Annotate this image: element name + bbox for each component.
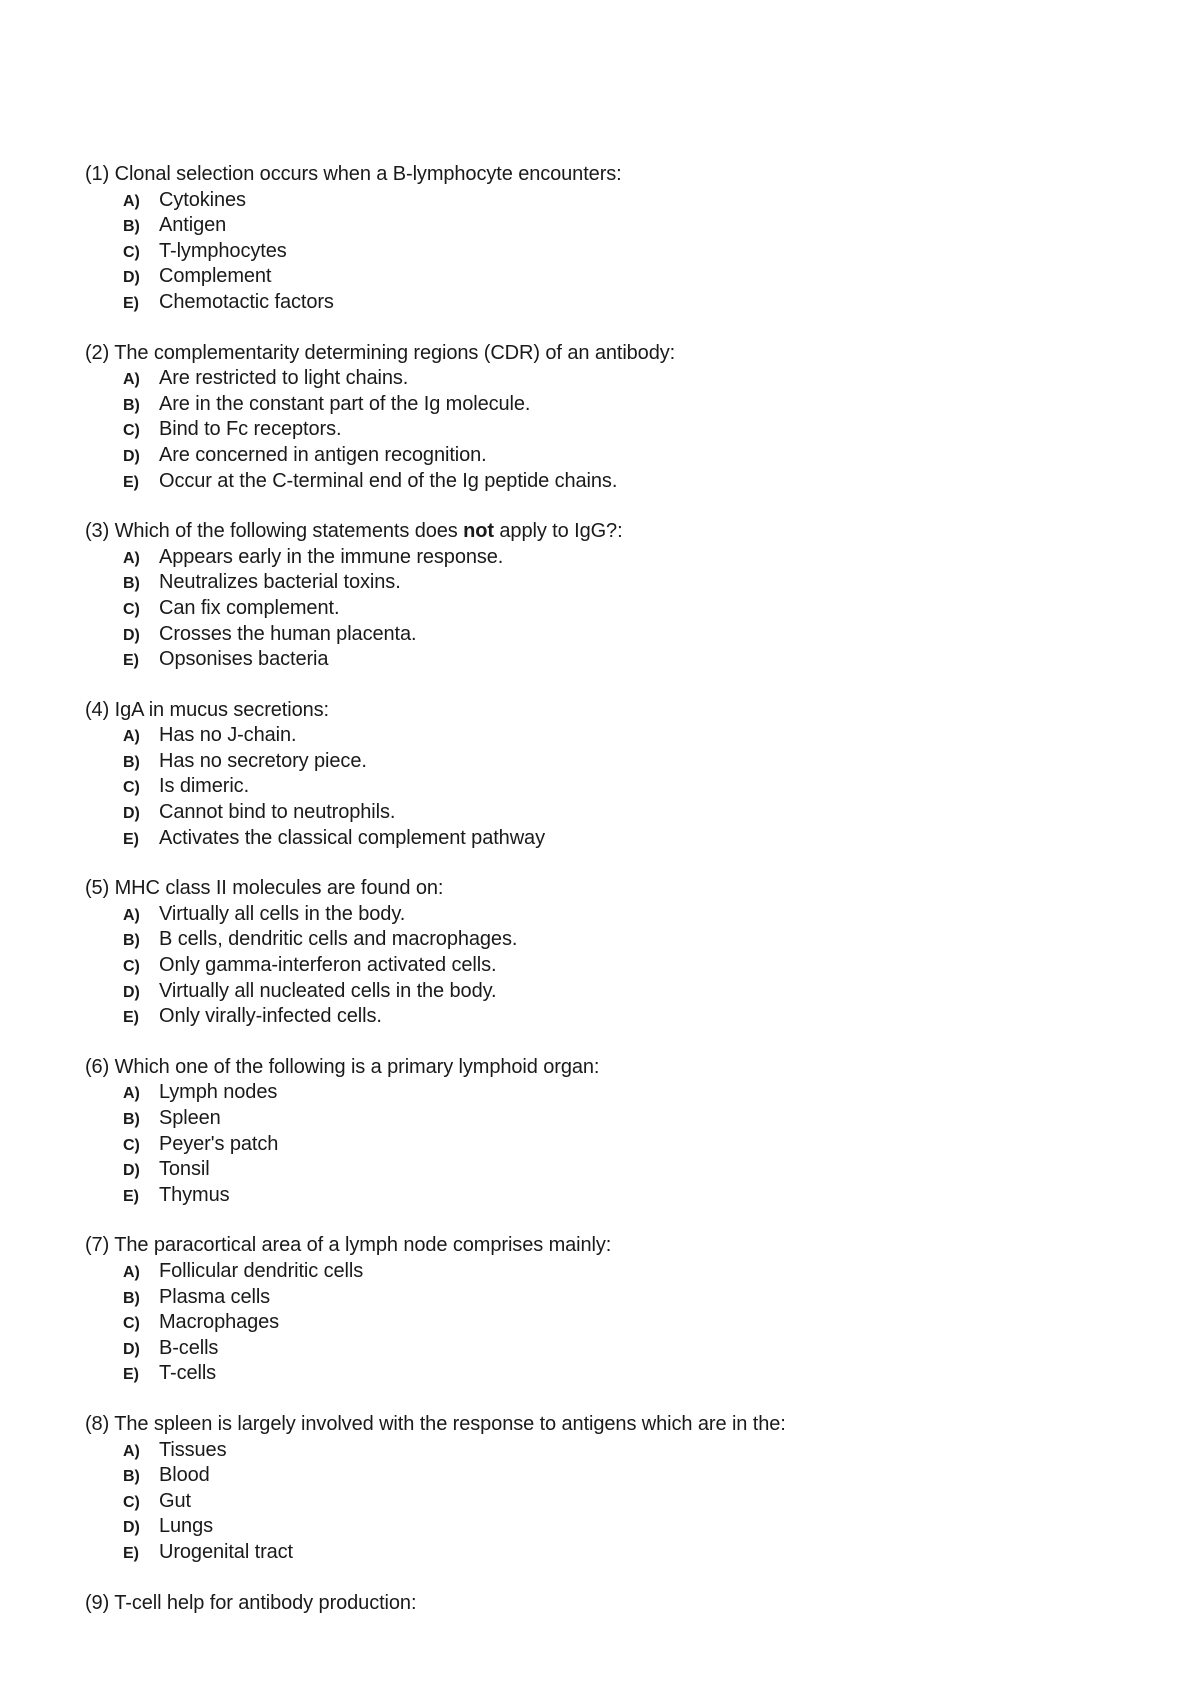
question-number: (2)	[85, 341, 110, 364]
option-e	[85, 826, 1145, 852]
question-list	[85, 162, 1145, 1641]
option-a	[85, 723, 1145, 749]
question-2	[85, 341, 1145, 495]
option-letter: E)	[123, 294, 139, 312]
option-c	[85, 1489, 1145, 1515]
question-2-stem	[85, 341, 1145, 367]
option-letter: D)	[123, 1519, 140, 1537]
option-letter: C)	[123, 422, 140, 440]
option-b	[85, 392, 1145, 418]
option-letter: E)	[123, 473, 139, 491]
option-text: Peyer's patch	[159, 1132, 279, 1155]
option-letter: A)	[123, 728, 140, 746]
option-b	[85, 749, 1145, 775]
question-number: (3)	[85, 520, 110, 543]
option-text: Only gamma-interferon activated cells.	[159, 954, 497, 977]
option-letter: D)	[123, 269, 140, 287]
question-7	[85, 1233, 1145, 1387]
option-text: Are concerned in antigen recognition.	[159, 443, 487, 466]
option-text: Are in the constant part of the Ig molecule.	[159, 392, 531, 415]
option-e	[85, 1361, 1145, 1387]
option-text: Are restricted to light chains.	[159, 367, 409, 390]
option-d	[85, 800, 1145, 826]
option-text: Tonsil	[159, 1158, 210, 1181]
option-list	[85, 545, 1145, 673]
question-text: The paracortical area of a lymph node comprises mainly:	[114, 1234, 612, 1257]
option-b	[85, 570, 1145, 596]
option-list	[85, 1438, 1145, 1566]
question-text: Which one of the following is a primary lymphoid organ:	[114, 1055, 600, 1078]
option-text: Only virally-infected cells.	[159, 1005, 382, 1028]
option-letter: A)	[123, 192, 140, 210]
option-text: T-lymphocytes	[159, 239, 287, 262]
question-3-stem	[85, 519, 1145, 545]
option-text: Spleen	[159, 1107, 221, 1129]
option-text: Has no J-chain.	[159, 724, 297, 747]
question-1-stem	[85, 162, 1145, 188]
option-b	[85, 1463, 1145, 1489]
option-c	[85, 953, 1145, 979]
option-c	[85, 1310, 1145, 1336]
option-letter: C)	[123, 243, 140, 261]
question-1	[85, 162, 1145, 316]
option-b	[85, 213, 1145, 239]
option-e	[85, 290, 1145, 316]
question-text-before: Which of the following statements does	[114, 520, 458, 543]
option-letter: E)	[123, 1544, 139, 1562]
option-c	[85, 239, 1145, 265]
option-a	[85, 1438, 1145, 1464]
option-text: T-cells	[159, 1362, 217, 1385]
option-letter: E)	[123, 1009, 139, 1027]
option-text: Appears early in the immune response.	[159, 545, 504, 568]
option-text: Urogenital tract	[159, 1540, 294, 1563]
question-number: (5)	[85, 877, 110, 900]
question-text: IgA in mucus secretions:	[114, 698, 329, 721]
option-b	[85, 1285, 1145, 1311]
question-8	[85, 1412, 1145, 1566]
question-number: (6)	[85, 1055, 110, 1078]
option-a	[85, 188, 1145, 214]
question-7-stem	[85, 1233, 1145, 1259]
option-a	[85, 366, 1145, 392]
question-number: (7)	[85, 1234, 110, 1257]
option-text: Follicular dendritic cells	[159, 1259, 364, 1282]
option-text: Can fix complement.	[159, 596, 340, 619]
option-e	[85, 647, 1145, 673]
option-letter: A)	[123, 906, 140, 924]
option-text: Lungs	[159, 1515, 213, 1538]
option-letter: E)	[123, 1366, 139, 1384]
question-number: (9)	[85, 1591, 110, 1614]
option-b	[85, 927, 1145, 953]
option-text: Blood	[159, 1464, 210, 1487]
option-letter: C)	[123, 779, 140, 797]
option-d	[85, 1336, 1145, 1362]
option-text: Has no secretory piece.	[159, 749, 367, 772]
option-letter: A)	[123, 1263, 140, 1281]
question-number: (1)	[85, 163, 110, 185]
option-text: Virtually all nucleated cells in the body.	[159, 979, 497, 1002]
option-list	[85, 366, 1145, 494]
option-text: Virtually all cells in the body.	[159, 902, 406, 925]
option-d	[85, 1157, 1145, 1183]
option-e	[85, 1004, 1145, 1030]
option-text: B cells, dendritic cells and macrophages.	[159, 928, 518, 951]
question-8-stem	[85, 1412, 1145, 1438]
option-list	[85, 902, 1145, 1030]
option-text: Neutralizes bacterial toxins.	[159, 571, 401, 594]
option-text: Cannot bind to neutrophils.	[159, 801, 396, 824]
question-4	[85, 698, 1145, 852]
option-e	[85, 1540, 1145, 1566]
question-number: (8)	[85, 1412, 110, 1435]
option-d	[85, 443, 1145, 469]
question-emphasis: not	[463, 520, 494, 543]
option-list	[85, 188, 1145, 316]
option-letter: B)	[123, 396, 140, 414]
option-a	[85, 1259, 1145, 1285]
option-text: Gut	[159, 1489, 191, 1512]
question-3	[85, 519, 1145, 673]
question-text: The spleen is largely involved with the response to antigens which are in the:	[114, 1412, 786, 1435]
option-letter: B)	[123, 932, 140, 950]
option-letter: A)	[123, 1442, 140, 1460]
question-text: T-cell help for antibody production:	[114, 1591, 417, 1614]
option-text: Complement	[159, 265, 272, 288]
option-text: Opsonises bacteria	[159, 648, 329, 671]
option-b	[85, 1106, 1145, 1132]
question-number: (4)	[85, 698, 110, 721]
option-letter: D)	[123, 805, 140, 823]
question-text: The complementarity determining regions (CDR) of an antibody:	[114, 341, 676, 364]
option-text: Tissues	[159, 1438, 227, 1461]
question-6-stem	[85, 1055, 1145, 1081]
option-letter: A)	[123, 371, 140, 389]
option-a	[85, 1080, 1145, 1106]
option-letter: C)	[123, 1315, 140, 1333]
question-9	[85, 1591, 1145, 1617]
question-5-stem	[85, 876, 1145, 902]
option-letter: B)	[123, 1111, 140, 1128]
question-6	[85, 1055, 1145, 1209]
option-text: Macrophages	[159, 1311, 280, 1334]
option-letter: D)	[123, 447, 140, 465]
option-c	[85, 774, 1145, 800]
option-letter: B)	[123, 575, 140, 593]
option-text: Plasma cells	[159, 1285, 271, 1308]
option-c	[85, 1132, 1145, 1158]
option-d	[85, 264, 1145, 290]
option-letter: D)	[123, 1162, 140, 1180]
option-list	[85, 723, 1145, 851]
option-letter: B)	[123, 1289, 140, 1307]
question-text-after: apply to IgG?:	[499, 520, 623, 543]
option-text: Occur at the C-terminal end of the Ig peptide chains.	[159, 469, 618, 492]
option-letter: C)	[123, 1136, 140, 1154]
option-d	[85, 979, 1145, 1005]
option-d	[85, 1514, 1145, 1540]
question-9-stem	[85, 1591, 1145, 1617]
option-letter: D)	[123, 1340, 140, 1358]
option-e	[85, 1183, 1145, 1209]
option-letter: C)	[123, 600, 140, 618]
option-text: Is dimeric.	[159, 775, 250, 798]
question-text: Clonal selection occurs when a B-lymphocyte encounters:	[114, 163, 622, 185]
option-letter: A)	[123, 549, 140, 567]
option-text: B-cells	[159, 1336, 219, 1359]
option-text: Chemotactic factors	[159, 290, 334, 313]
question-4-stem	[85, 698, 1145, 724]
option-text: Cytokines	[159, 188, 246, 211]
option-letter: E)	[123, 652, 139, 670]
option-a	[85, 902, 1145, 928]
option-c	[85, 417, 1145, 443]
option-e	[85, 469, 1145, 495]
option-letter: D)	[123, 983, 140, 1001]
option-a	[85, 545, 1145, 571]
option-letter: B)	[123, 218, 140, 236]
option-d	[85, 622, 1145, 648]
option-letter: E)	[123, 830, 139, 848]
option-text: Thymus	[159, 1183, 230, 1206]
option-list	[85, 1080, 1145, 1208]
option-letter: A)	[123, 1085, 140, 1103]
option-letter: B)	[123, 1468, 140, 1486]
option-letter: B)	[123, 753, 140, 771]
option-text: Antigen	[159, 214, 227, 237]
option-text: Activates the classical complement pathway	[159, 826, 545, 849]
option-letter: C)	[123, 958, 140, 976]
option-list	[85, 1259, 1145, 1387]
option-text: Bind to Fc receptors.	[159, 418, 342, 441]
option-text: Crosses the human placenta.	[159, 622, 417, 645]
option-c	[85, 596, 1145, 622]
option-letter: E)	[123, 1187, 139, 1205]
option-letter: D)	[123, 626, 140, 644]
option-text: Lymph nodes	[159, 1081, 278, 1104]
option-letter: C)	[123, 1493, 140, 1511]
question-5	[85, 876, 1145, 1030]
question-text: MHC class II molecules are found on:	[114, 877, 444, 900]
